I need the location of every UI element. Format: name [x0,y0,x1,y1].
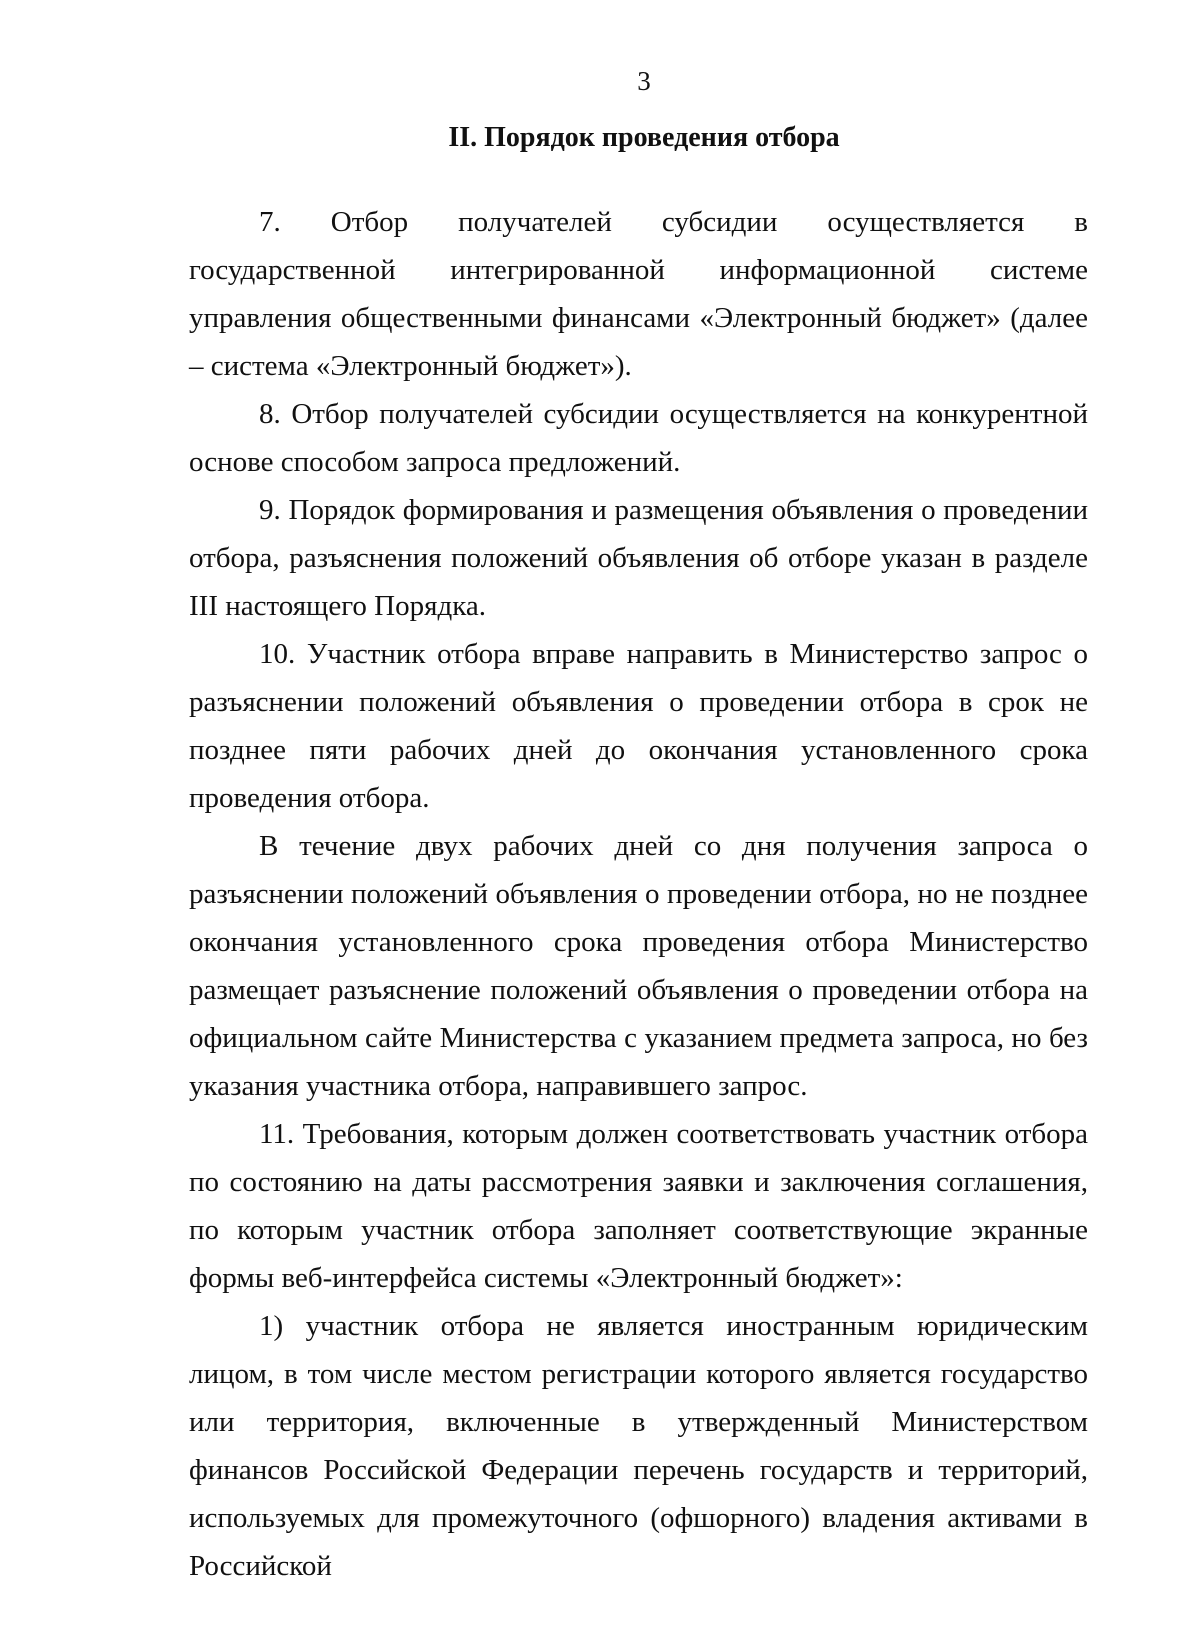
paragraph-10-continued: В течение двух рабочих дней со дня получения запроса о разъяснении положений объявления о проведении отбора, но не позднее окончания установленного срока проведения отбора Министерство размещает разъяснение положений объявления о проведении отбора на официальном сайте Министерства с указанием предмета запроса, но без указания участника отбора, направившего запрос. [189,830,1088,1102]
section-title: II. Порядок проведения отбора [448,122,840,153]
page-number: 3 [637,66,651,96]
paragraph-11-item-1: 1) участник отбора не является иностранным юридическим лицом, в том числе местом регистрации которого является государство или территория, включенные в утвержденный Министерством финансов Российской Федерации перечень государств и территорий, используемых для промежуточного (офшорного) владения активами в Российской [189,1310,1088,1582]
paragraph-11: 11. Требования, которым должен соответствовать участник отбора по состоянию на даты рассмотрения заявки и заключения соглашения, по которым участник отбора заполняет соответствующие экранные формы веб-интерфейса системы «Электронный бюджет»: [189,1118,1088,1294]
paragraph-10: 10. Участник отбора вправе направить в Министерство запрос о разъяснении положений объявления о проведении отбора в срок не позднее пяти рабочих дней до окончания установленного срока проведения отбора. [189,638,1088,814]
paragraph-7: 7. Отбор получателей субсидии осуществляется в государственной интегрированной информационной системе управления общественными финансами «Электронный бюджет» (далее – система «Электронный бюджет»). [189,206,1088,382]
paragraph-8: 8. Отбор получателей субсидии осуществляется на конкурентной основе способом запроса предложений. [189,398,1088,478]
document-body [189,198,1088,1590]
paragraph-9: 9. Порядок формирования и размещения объявления о проведении отбора, разъяснения положений объявления об отборе указан в разделе III настоящего Порядка. [189,494,1088,622]
